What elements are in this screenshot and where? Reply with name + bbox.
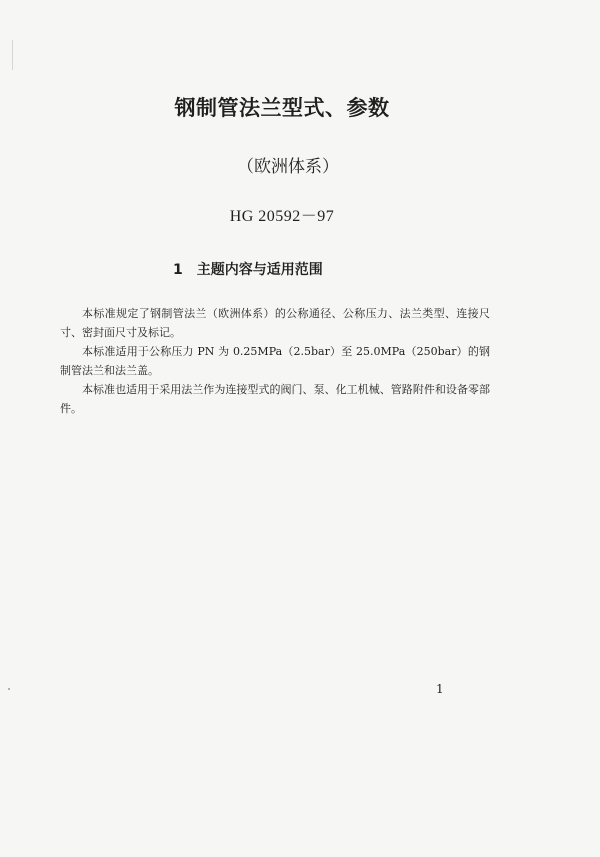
section-heading [173, 259, 323, 279]
scan-speck [8, 688, 10, 690]
section-title: 主题内容与适用范围 [196, 262, 323, 278]
document-title: 钢制管法兰型式、参数 [174, 96, 390, 120]
document-subtitle: （欧洲体系） [237, 157, 339, 177]
paragraph-scope: 本标准规定了钢制管法兰（欧洲体系）的公称通径、公称压力、法兰类型、连接尺寸、密封面尺寸及标记。 [60, 307, 490, 339]
standard-number: HG 20592－97 [229, 208, 335, 225]
body-text [60, 304, 490, 418]
paragraph-extended-use: 本标准也适用于采用法兰作为连接型式的阀门、泵、化工机械、管路附件和设备零部件。 [60, 383, 490, 415]
page-number: 1 [436, 682, 444, 696]
section-number: 1 [173, 262, 183, 278]
paragraph-applicability: 本标准适用于公称压力 PN 为 0.25MPa（2.5bar）至 25.0MPa（250bar）的钢制管法兰和法兰盖。 [60, 345, 490, 377]
scan-edge-line [12, 40, 13, 70]
